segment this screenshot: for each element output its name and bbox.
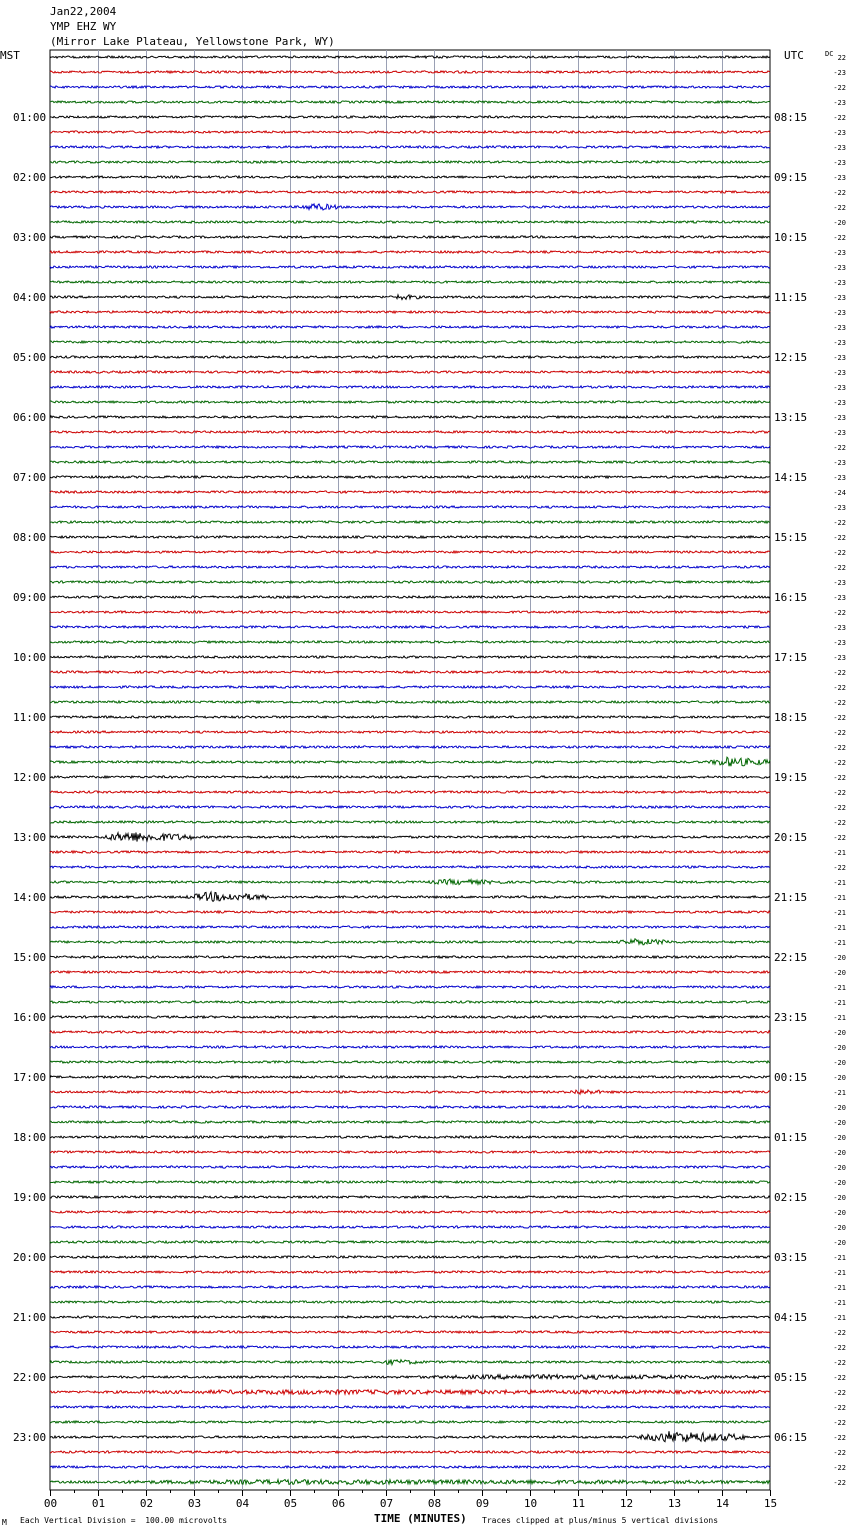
- seismic-trace: [50, 911, 770, 913]
- x-tick-label: 07: [379, 1497, 394, 1510]
- dc-offset-label: -23: [833, 129, 846, 137]
- seismic-trace: [50, 1046, 770, 1048]
- seismic-trace: [50, 1451, 770, 1453]
- seismic-trace: [50, 1211, 770, 1213]
- seismic-trace: [50, 757, 770, 766]
- mst-hour-label: 01:00: [13, 111, 47, 124]
- seismic-trace: [50, 356, 770, 358]
- dc-offset-label: -22: [833, 564, 846, 572]
- seismic-trace: [50, 1390, 770, 1395]
- seismic-trace: [50, 671, 770, 673]
- utc-hour-label: 20:15: [774, 831, 808, 844]
- seismic-trace: [50, 956, 770, 958]
- dc-offset-label: -22: [833, 714, 846, 722]
- utc-hour-label: 11:15: [774, 291, 808, 304]
- x-tick-label: 10: [523, 1497, 538, 1510]
- dc-offset-label: -20: [833, 1224, 846, 1232]
- dc-header-label: DC: [825, 50, 834, 58]
- mst-hour-label: 16:00: [13, 1011, 47, 1024]
- dc-offset-label: -22: [833, 1479, 846, 1487]
- utc-hour-label: 02:15: [774, 1191, 808, 1204]
- seismic-trace: [50, 521, 770, 523]
- seismic-trace: [50, 341, 770, 343]
- seismic-trace: [50, 191, 770, 193]
- seismic-trace: [50, 686, 770, 688]
- mst-hour-label: 08:00: [13, 531, 47, 544]
- dc-offset-label: -23: [833, 309, 846, 317]
- seismic-trace: [50, 776, 770, 778]
- seismic-trace: [50, 446, 770, 448]
- utc-hour-label: 09:15: [774, 171, 808, 184]
- utc-hour-label: 17:15: [774, 651, 808, 664]
- x-tick-label: 12: [619, 1497, 634, 1510]
- dc-offset-label: -20: [833, 1149, 846, 1157]
- seismic-trace: [50, 866, 770, 868]
- utc-hour-label: 19:15: [774, 771, 808, 784]
- seismic-trace: [50, 806, 770, 808]
- seismic-trace: [50, 1360, 770, 1365]
- dc-offset-label: -23: [833, 264, 846, 272]
- dc-offset-label: -22: [833, 669, 846, 677]
- dc-offset-label: -21: [833, 1089, 846, 1097]
- footer-mark: M: [2, 1518, 7, 1527]
- dc-offset-label: -22: [833, 744, 846, 752]
- seismic-trace: [50, 371, 770, 373]
- x-tick-label: 15: [763, 1497, 778, 1510]
- utc-hour-label: 23:15: [774, 1011, 808, 1024]
- seismic-trace: [50, 1136, 770, 1138]
- seismic-trace: [50, 746, 770, 748]
- dc-offset-label: -21: [833, 1014, 846, 1022]
- mst-hour-label: 05:00: [13, 351, 47, 364]
- utc-hour-label: 16:15: [774, 591, 808, 604]
- seismic-trace: [50, 879, 770, 885]
- dc-offset-label: -21: [833, 1269, 846, 1277]
- x-tick-label: 08: [427, 1497, 442, 1510]
- dc-offset-label: -22: [833, 1344, 846, 1352]
- dc-offset-label: -23: [833, 579, 846, 587]
- mst-hour-label: 02:00: [13, 171, 47, 184]
- dc-offset-label: -20: [833, 1239, 846, 1247]
- dc-offset-label: -22: [833, 1434, 846, 1442]
- dc-offset-label: -23: [833, 354, 846, 362]
- mst-hour-label: 18:00: [13, 1131, 47, 1144]
- seismic-trace: [50, 611, 770, 613]
- seismic-trace: [50, 1241, 770, 1243]
- seismic-trace: [50, 1271, 770, 1273]
- seismic-trace: [50, 971, 770, 973]
- dc-offset-label: -22: [833, 534, 846, 542]
- seismic-trace: [50, 1226, 770, 1228]
- dc-offset-label: -20: [833, 1029, 846, 1037]
- seismic-trace: [50, 1375, 770, 1380]
- dc-offset-label: -20: [833, 1059, 846, 1067]
- location-label: (Mirror Lake Plateau, Yellowstone Park, WY): [50, 35, 335, 48]
- mst-hour-label: 15:00: [13, 951, 47, 964]
- dc-offset-label: -21: [833, 894, 846, 902]
- dc-offset-label: -22: [833, 444, 846, 452]
- dc-offset-label: -23: [833, 69, 846, 77]
- seismic-trace: [50, 596, 770, 598]
- dc-offset-label: -20: [833, 1194, 846, 1202]
- dc-offset-label: 22: [837, 54, 846, 62]
- utc-hour-label: 03:15: [774, 1251, 808, 1264]
- dc-offset-label: -22: [833, 1329, 846, 1337]
- utc-hour-label: 05:15: [774, 1371, 808, 1384]
- dc-offset-label: -22: [833, 234, 846, 242]
- dc-offset-label: -21: [833, 924, 846, 932]
- dc-offset-label: -22: [833, 204, 846, 212]
- seismic-trace: [50, 892, 770, 901]
- station-label: YMP EHZ WY: [50, 20, 117, 33]
- seismic-trace: [50, 566, 770, 568]
- dc-offset-label: -20: [833, 1044, 846, 1052]
- seismic-trace: [50, 266, 770, 268]
- dc-offset-label: -22: [833, 609, 846, 617]
- seismic-trace: [50, 641, 770, 643]
- x-axis-title: TIME (MINUTES): [374, 1512, 467, 1525]
- seismic-trace: [50, 701, 770, 703]
- dc-offset-label: -20: [833, 1179, 846, 1187]
- x-tick-label: 05: [283, 1497, 298, 1510]
- seismic-trace: [50, 251, 770, 253]
- mst-axis-label: MST: [0, 49, 20, 62]
- seismic-trace: [50, 311, 770, 313]
- mst-hour-label: 21:00: [13, 1311, 47, 1324]
- dc-offset-label: -23: [833, 594, 846, 602]
- x-tick-label: 14: [715, 1497, 730, 1510]
- seismic-trace: [50, 1016, 770, 1018]
- seismic-trace: [50, 86, 770, 88]
- seismic-trace: [50, 1166, 770, 1168]
- x-tick-label: 01: [91, 1497, 106, 1510]
- dc-offset-label: -24: [833, 489, 846, 497]
- dc-offset-label: -23: [833, 414, 846, 422]
- x-tick-label: 02: [139, 1497, 154, 1510]
- dc-offset-label: -23: [833, 639, 846, 647]
- dc-offset-label: -22: [833, 834, 846, 842]
- dc-offset-label: -21: [833, 984, 846, 992]
- mst-hour-label: 17:00: [13, 1071, 47, 1084]
- seismic-trace: [50, 851, 770, 853]
- dc-offset-label: -22: [833, 84, 846, 92]
- x-tick-label: 00: [43, 1497, 58, 1510]
- dc-offset-label: -23: [833, 459, 846, 467]
- dc-offset-label: -21: [833, 999, 846, 1007]
- seismic-trace: [50, 1076, 770, 1078]
- mst-hour-label: 12:00: [13, 771, 47, 784]
- mst-hour-label: 03:00: [13, 231, 47, 244]
- dc-offset-label: -20: [833, 969, 846, 977]
- utc-hour-label: 12:15: [774, 351, 808, 364]
- mst-hour-label: 13:00: [13, 831, 47, 844]
- seismic-trace: [50, 1181, 770, 1183]
- seismic-trace: [50, 56, 770, 58]
- seismic-trace: [50, 131, 770, 133]
- mst-hour-label: 06:00: [13, 411, 47, 424]
- seismic-trace: [50, 731, 770, 733]
- dc-offset-label: -23: [833, 399, 846, 407]
- dc-offset-label: -21: [833, 909, 846, 917]
- dc-offset-label: -23: [833, 474, 846, 482]
- seismic-trace: [50, 1466, 770, 1468]
- seismic-trace: [50, 551, 770, 553]
- x-tick-label: 03: [187, 1497, 202, 1510]
- seismic-trace: [50, 1090, 770, 1094]
- dc-offset-label: -21: [833, 1284, 846, 1292]
- seismic-trace: [50, 656, 770, 658]
- dc-offset-label: -22: [833, 759, 846, 767]
- seismic-trace: [50, 536, 770, 538]
- utc-hour-label: 01:15: [774, 1131, 808, 1144]
- dc-offset-label: -22: [833, 549, 846, 557]
- seismic-trace: [50, 431, 770, 433]
- seismic-trace: [50, 101, 770, 103]
- seismic-trace: [50, 821, 770, 823]
- seismic-trace: [50, 1106, 770, 1108]
- utc-axis-label: UTC: [784, 49, 804, 62]
- dc-offset-label: -21: [833, 1314, 846, 1322]
- seismic-trace: [50, 401, 770, 403]
- dc-offset-label: -22: [833, 519, 846, 527]
- dc-offset-label: -22: [833, 864, 846, 872]
- seismic-trace: [50, 491, 770, 493]
- seismic-trace: [50, 1406, 770, 1408]
- seismic-trace: [50, 116, 770, 118]
- mst-hour-label: 20:00: [13, 1251, 47, 1264]
- x-tick-label: 09: [475, 1497, 490, 1510]
- dc-offset-label: -21: [833, 1254, 846, 1262]
- seismic-trace: [50, 1431, 770, 1442]
- seismic-trace: [50, 1151, 770, 1153]
- seismic-trace: [50, 939, 770, 945]
- seismic-trace: [50, 1196, 770, 1198]
- seismic-trace: [50, 1256, 770, 1258]
- x-tick-label: 04: [235, 1497, 250, 1510]
- dc-offset-label: -23: [833, 504, 846, 512]
- x-tick-label: 11: [571, 1497, 586, 1510]
- seismic-trace: [50, 161, 770, 163]
- dc-offset-label: -23: [833, 99, 846, 107]
- dc-offset-label: -21: [833, 939, 846, 947]
- seismic-trace: [50, 295, 770, 300]
- seismic-trace: [50, 1031, 770, 1033]
- mst-hour-label: 04:00: [13, 291, 47, 304]
- seismic-trace: [50, 833, 770, 842]
- mst-hour-label: 14:00: [13, 891, 47, 904]
- dc-offset-label: -20: [833, 954, 846, 962]
- seismic-trace: [50, 986, 770, 988]
- dc-offset-label: -22: [833, 819, 846, 827]
- mst-hour-label: 22:00: [13, 1371, 47, 1384]
- utc-hour-label: 13:15: [774, 411, 808, 424]
- seismic-trace: [50, 236, 770, 238]
- dc-offset-label: -20: [833, 1164, 846, 1172]
- seismic-trace: [50, 281, 770, 283]
- dc-offset-label: -23: [833, 279, 846, 287]
- dc-offset-label: -23: [833, 339, 846, 347]
- dc-offset-label: -22: [833, 1389, 846, 1397]
- dc-offset-label: -21: [833, 849, 846, 857]
- mst-hour-label: 11:00: [13, 711, 47, 724]
- utc-hour-label: 22:15: [774, 951, 808, 964]
- seismic-trace: [50, 1346, 770, 1348]
- utc-hour-label: 15:15: [774, 531, 808, 544]
- dc-offset-label: -23: [833, 429, 846, 437]
- utc-hour-label: 00:15: [774, 1071, 808, 1084]
- dc-offset-label: -22: [833, 1419, 846, 1427]
- seismic-trace: [50, 626, 770, 628]
- dc-offset-label: -22: [833, 1404, 846, 1412]
- clip-note: Traces clipped at plus/minus 5 vertical divisions: [482, 1516, 719, 1525]
- dc-offset-label: -22: [833, 1449, 846, 1457]
- seismic-trace: [50, 416, 770, 418]
- seismic-trace: [50, 146, 770, 148]
- seismic-trace: [50, 1480, 770, 1485]
- dc-offset-label: -21: [833, 879, 846, 887]
- seismic-trace: [50, 1316, 770, 1318]
- seismic-trace: [50, 926, 770, 928]
- dc-offset-label: -20: [833, 1119, 846, 1127]
- seismic-trace: [50, 1061, 770, 1063]
- date-label: Jan22,2004: [50, 5, 117, 18]
- dc-offset-label: -22: [833, 1374, 846, 1382]
- seismic-trace: [50, 1286, 770, 1288]
- mst-hour-label: 23:00: [13, 1431, 47, 1444]
- dc-offset-label: -23: [833, 294, 846, 302]
- mst-hour-label: 19:00: [13, 1191, 47, 1204]
- dc-offset-label: -23: [833, 324, 846, 332]
- seismic-trace: [50, 791, 770, 793]
- dc-offset-label: -22: [833, 189, 846, 197]
- seismic-trace: [50, 204, 770, 210]
- seismic-trace: [50, 506, 770, 508]
- seismic-trace: [50, 386, 770, 388]
- dc-offset-label: -20: [833, 1134, 846, 1142]
- seismic-trace: [50, 716, 770, 718]
- dc-offset-label: -20: [833, 219, 846, 227]
- seismic-trace: [50, 1421, 770, 1423]
- dc-offset-label: -22: [833, 729, 846, 737]
- seismic-trace: [50, 476, 770, 478]
- utc-hour-label: 18:15: [774, 711, 808, 724]
- dc-offset-label: -22: [833, 789, 846, 797]
- mst-hour-label: 10:00: [13, 651, 47, 664]
- seismic-trace: [50, 176, 770, 178]
- dc-offset-label: -22: [833, 114, 846, 122]
- utc-hour-label: 08:15: [774, 111, 808, 124]
- dc-offset-label: -22: [833, 774, 846, 782]
- dc-offset-label: -23: [833, 654, 846, 662]
- seismic-trace: [50, 326, 770, 328]
- seismic-trace: [50, 461, 770, 463]
- seismic-trace: [50, 1301, 770, 1303]
- seismic-trace: [50, 1121, 770, 1123]
- utc-hour-label: 21:15: [774, 891, 808, 904]
- seismic-trace: [50, 581, 770, 583]
- mst-hour-label: 09:00: [13, 591, 47, 604]
- utc-hour-label: 04:15: [774, 1311, 808, 1324]
- dc-offset-label: -23: [833, 624, 846, 632]
- seismic-trace: [50, 1331, 770, 1333]
- dc-offset-label: -21: [833, 1299, 846, 1307]
- utc-hour-label: 14:15: [774, 471, 808, 484]
- dc-offset-label: -23: [833, 384, 846, 392]
- seismic-trace: [50, 1001, 770, 1003]
- x-tick-label: 13: [667, 1497, 682, 1510]
- dc-offset-label: -23: [833, 249, 846, 257]
- dc-offset-label: -22: [833, 699, 846, 707]
- dc-offset-label: -22: [833, 804, 846, 812]
- mst-hour-label: 07:00: [13, 471, 47, 484]
- dc-offset-label: -23: [833, 144, 846, 152]
- dc-offset-label: -20: [833, 1209, 846, 1217]
- dc-offset-label: -20: [833, 1074, 846, 1082]
- dc-offset-label: -22: [833, 1359, 846, 1367]
- utc-hour-label: 06:15: [774, 1431, 808, 1444]
- dc-offset-label: -23: [833, 174, 846, 182]
- dc-offset-label: -23: [833, 369, 846, 377]
- dc-offset-label: -23: [833, 159, 846, 167]
- dc-offset-label: -22: [833, 684, 846, 692]
- dc-offset-label: -20: [833, 1104, 846, 1112]
- seismic-trace: [50, 221, 770, 223]
- x-tick-label: 06: [331, 1497, 346, 1510]
- utc-hour-label: 10:15: [774, 231, 808, 244]
- scale-note: Each Vertical Division = 100.00 microvolts: [20, 1516, 228, 1525]
- dc-offset-label: -22: [833, 1464, 846, 1472]
- seismic-trace: [50, 71, 770, 73]
